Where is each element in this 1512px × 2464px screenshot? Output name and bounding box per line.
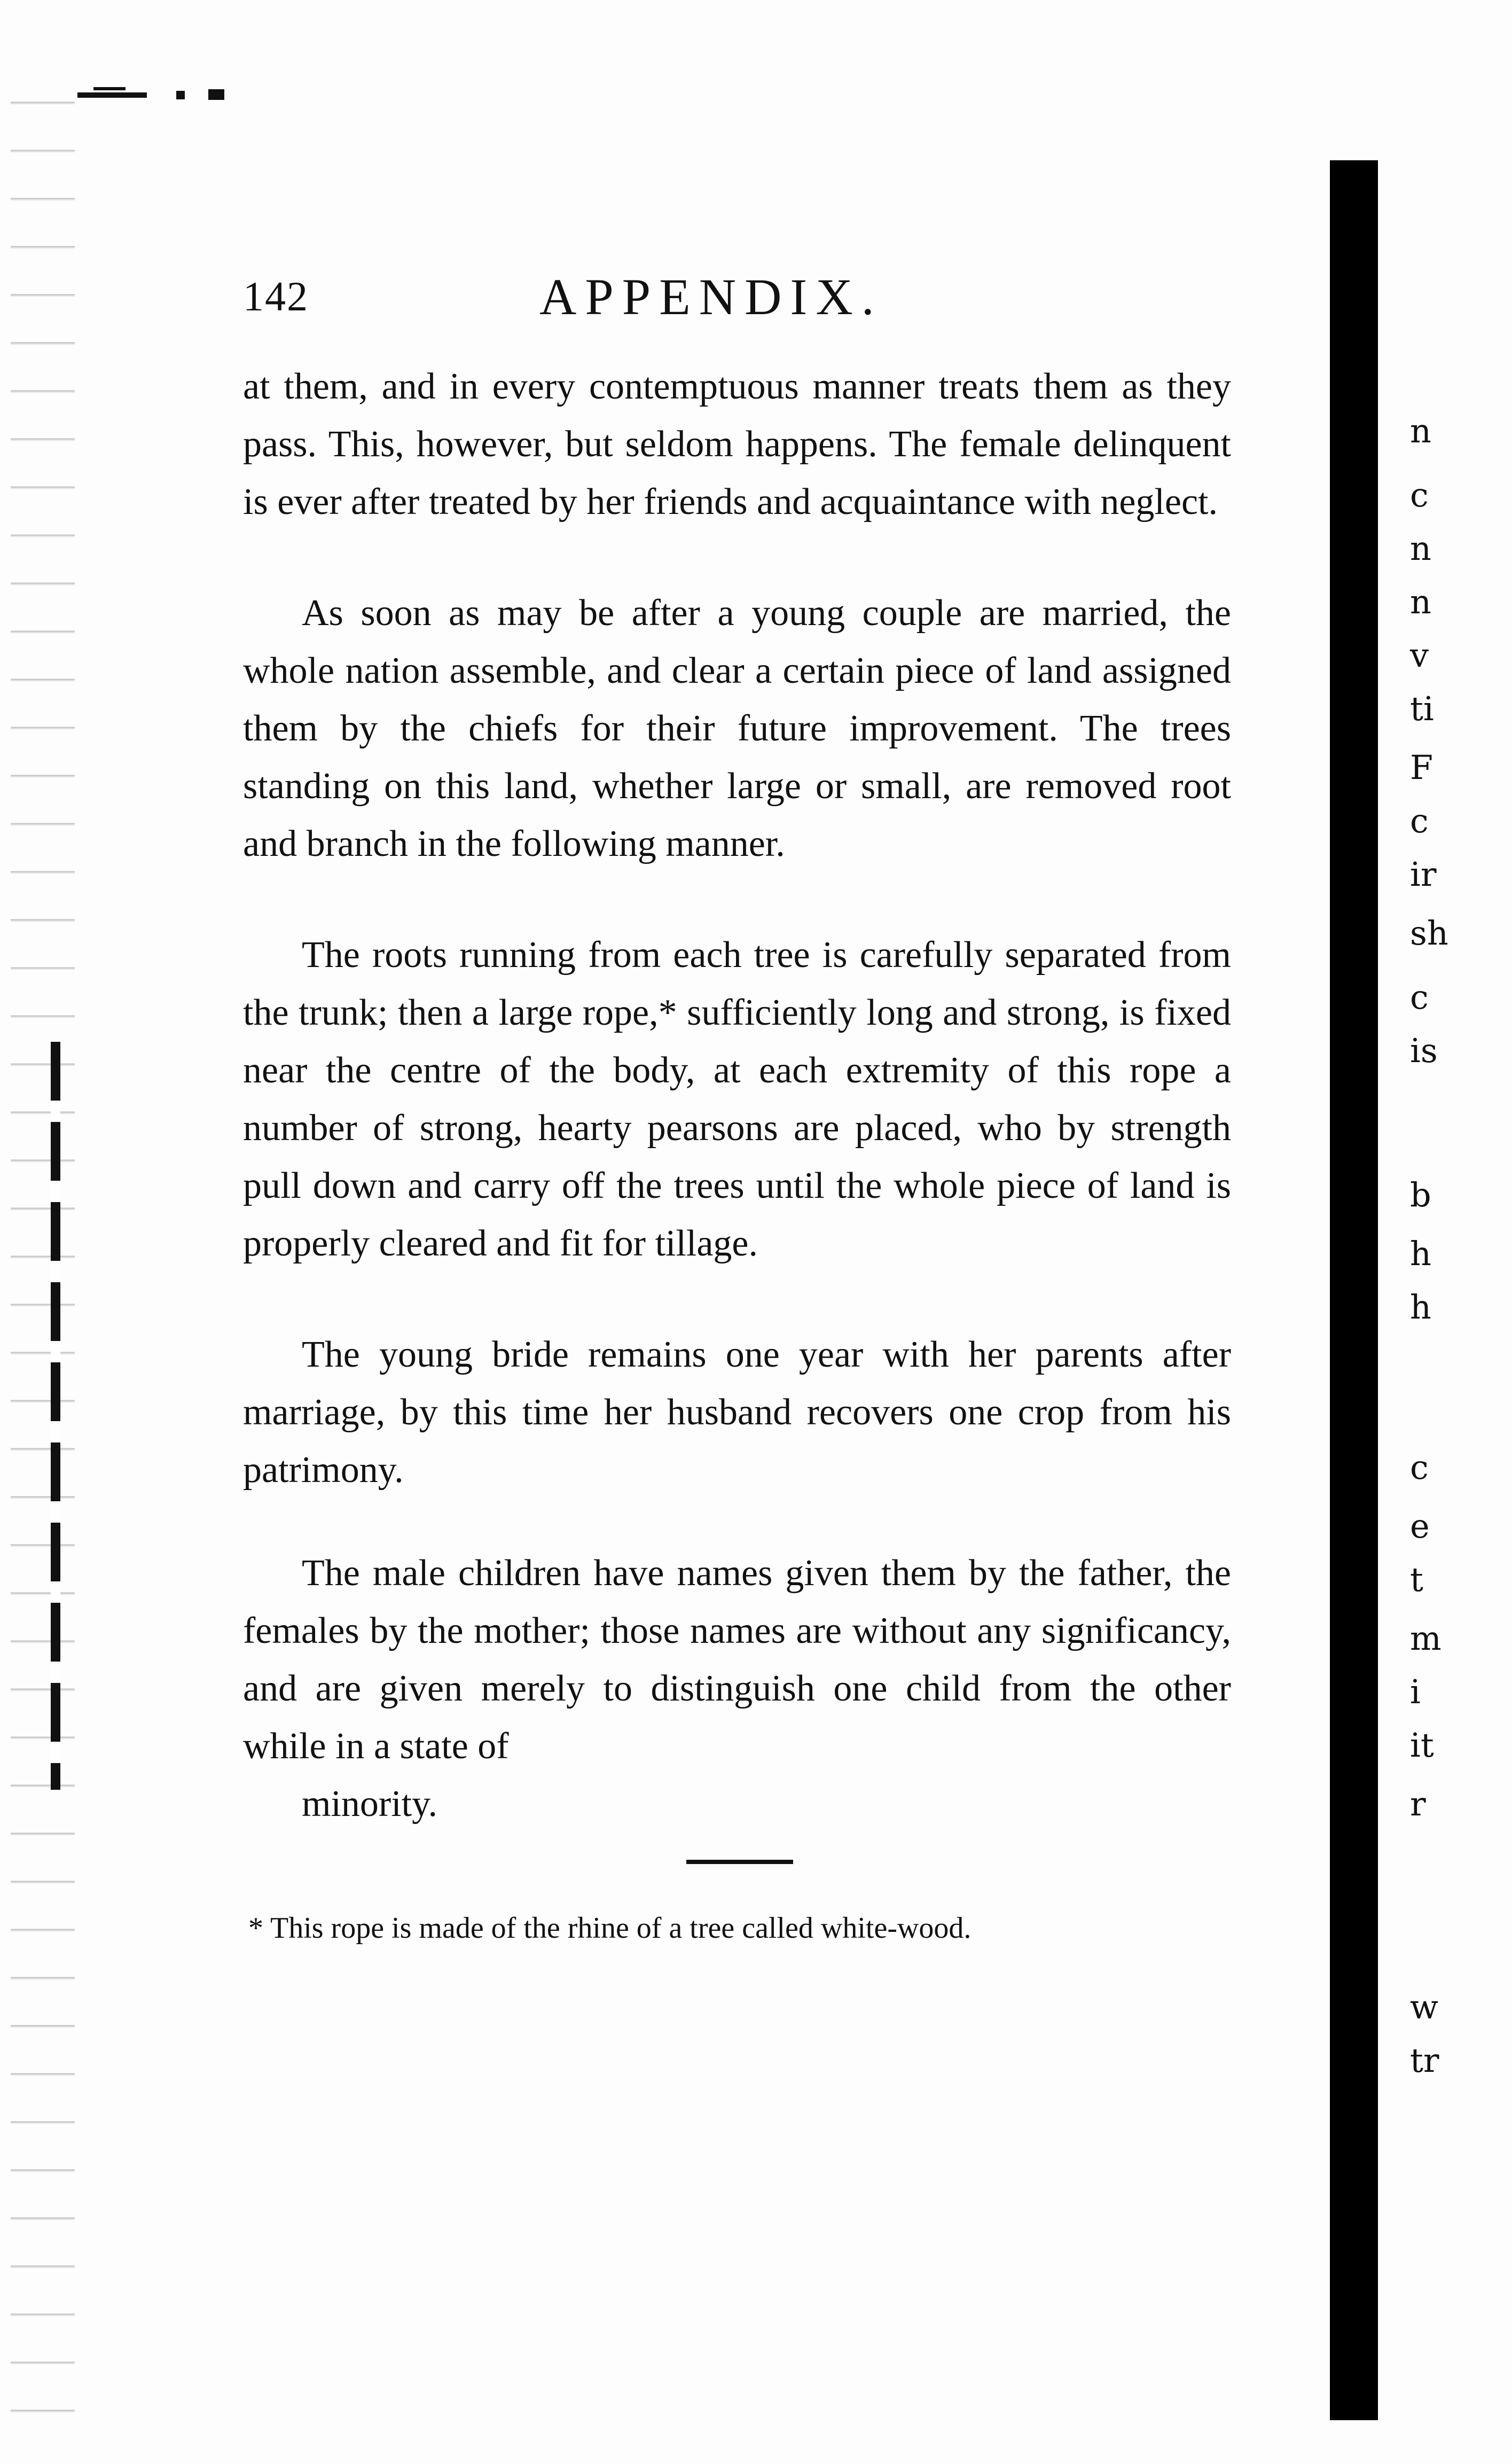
facing-fragment: m xyxy=(1410,1619,1442,1658)
facing-fragment: n xyxy=(1410,582,1431,621)
page-header xyxy=(243,262,1231,337)
facing-fragment: w xyxy=(1410,1987,1439,2026)
paragraph-text: The male children have names given them by the father, the females by the mother; those names are without any significancy, and are given merely to distinguish one child from the other while in a state of xyxy=(243,1553,1231,1767)
facing-fragment: i xyxy=(1410,1672,1421,1711)
facing-fragment: tr xyxy=(1410,2041,1439,2080)
facing-fragment: sh xyxy=(1410,914,1448,953)
page-number: 142 xyxy=(243,273,309,319)
facing-fragment: h xyxy=(1410,1234,1431,1273)
facing-fragment: is xyxy=(1410,1031,1438,1070)
body-text xyxy=(243,358,1231,1950)
footnote: * This rope is made of the rhine of a tree called white-wood. xyxy=(248,1912,972,1945)
paragraph-last-line: minority. xyxy=(302,1783,438,1824)
facing-fragment: ir xyxy=(1410,855,1437,894)
facing-fragment: n xyxy=(1410,529,1431,568)
scan-left-edge xyxy=(11,85,75,2436)
paragraph xyxy=(243,1545,1231,1833)
facing-fragment: r xyxy=(1410,1784,1426,1823)
facing-fragment: e xyxy=(1410,1507,1430,1546)
facing-fragment: it xyxy=(1410,1726,1434,1765)
facing-fragment: c xyxy=(1410,801,1429,840)
facing-fragment: h xyxy=(1410,1288,1431,1327)
footnote-rule xyxy=(686,1860,793,1864)
facing-fragment: ti xyxy=(1410,689,1434,728)
paragraph: at them, and in every contemptuous manner treats them as they pass. This, however, but seldom happens. The female delinquent is ever after treated by her friends and acquaintance with neglect. xyxy=(243,366,1231,523)
facing-fragment: c xyxy=(1410,1448,1429,1487)
scan-artifact-icon xyxy=(77,83,248,110)
paragraph: The young bride remains one year with her parents after marriage, by this time her husband recovers one crop from his patrimony. xyxy=(243,1334,1231,1491)
facing-fragment: F xyxy=(1410,748,1433,787)
facing-fragment: v xyxy=(1410,636,1429,675)
facing-fragment: c xyxy=(1410,475,1429,514)
facing-fragment: c xyxy=(1410,978,1429,1017)
paragraph: The roots running from each tree is carefully separated from the trunk; then a large rope,* sufficiently long and strong, is fixed near the centre of the body, at each extremity of this rope a number of strong, hearty pearsons are placed, who by strength pull down and carry off the trees until the whole piece of land is properly cleared and fit for tillage. xyxy=(243,934,1231,1264)
scan-left-edge-dark xyxy=(51,1042,60,1790)
facing-page-fragments xyxy=(1410,0,1485,2464)
facing-fragment: n xyxy=(1410,411,1431,450)
running-head: APPENDIX. xyxy=(539,268,883,325)
paragraph: As soon as may be after a young couple are married, the whole nation assemble, and clear a certain piece of land assigned them by the chiefs for their future improvement. The trees standing on this land, whether large or small, are removed root and branch in the following manner. xyxy=(243,592,1231,864)
facing-fragment: b xyxy=(1410,1175,1431,1214)
facing-fragment: t xyxy=(1410,1560,1423,1599)
facing-page-spine xyxy=(1330,160,1378,2420)
